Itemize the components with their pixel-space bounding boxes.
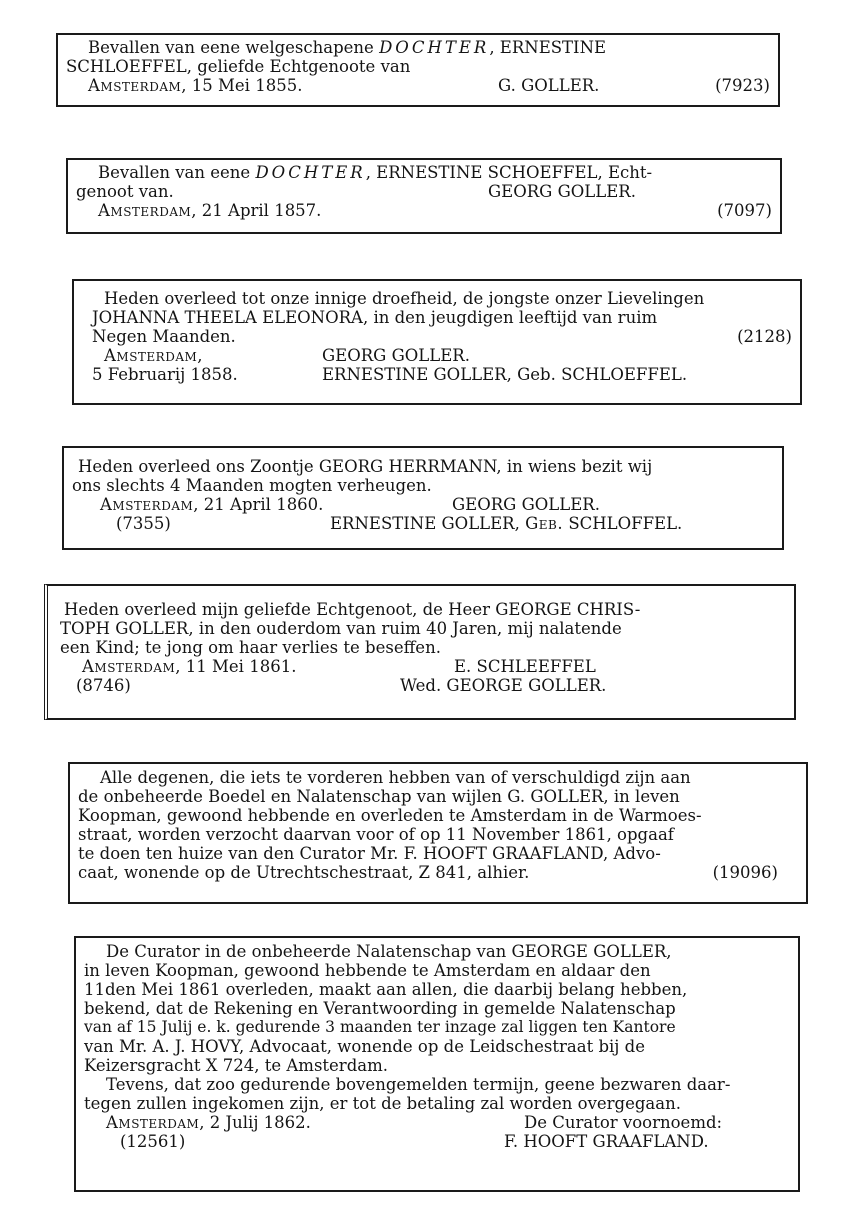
notice-line: ons slechts 4 Maanden mogten verheugen.: [72, 476, 432, 495]
notice-signature-line: Amsterdam, GEORG GOLLER.: [104, 346, 470, 365]
notice-line: Negen Maanden. (2128): [92, 327, 792, 346]
notice-line: SCHLOEFFEL, geliefde Echtgenoote van: [66, 57, 411, 76]
notice-line: Heden overleed ons Zoontje GEORG HERRMANN, in wiens bezit wij: [78, 457, 653, 476]
notice-signature-line: (8746) Wed. GEORGE GOLLER.: [76, 676, 607, 695]
notice-signature-line: Amsterdam, 21 April 1860. GEORG GOLLER.: [100, 495, 600, 514]
notice-birth-1857: [66, 158, 782, 234]
notice-estate-claims: [68, 762, 808, 904]
notice-signature-line: (12561) F. HOOFT GRAAFLAND.: [120, 1132, 709, 1151]
notice-signature-line: Amsterdam, 2 Julij 1862. De Curator voornoemd:: [106, 1113, 723, 1132]
notice-line: bekend, dat de Rekening en Verantwoording in gemelde Nalatenschap: [84, 999, 676, 1018]
notice-line: Koopman, gewoond hebbende en overleden te Amsterdam in de Warmoes-: [78, 806, 702, 825]
notice-line: JOHANNA THEELA ELEONORA, in den jeugdigen leeftijd van ruim: [92, 308, 658, 327]
notice-signature-line: (7355) ERNESTINE GOLLER, Geb. SCHLOFFEL.: [116, 514, 683, 533]
notice-line: 11den Mei 1861 overleden, maakt aan allen, die daarbij belang hebben,: [84, 980, 688, 999]
notice-line: Heden overleed tot onze innige droefheid, de jongste onzer Lievelingen: [104, 289, 705, 308]
notice-line: Bevallen van eene welgeschapene DOCHTER, ERNESTINE: [88, 38, 607, 57]
notice-line: straat, worden verzocht daarvan voor of op 11 November 1861, opgaaf: [78, 825, 674, 844]
notice-line: Alle degenen, die iets te vorderen hebben van of verschuldigd zijn aan: [100, 768, 691, 787]
emphasis-word: DOCHTER: [379, 38, 490, 57]
notice-signature-line: Amsterdam, 21 April 1857. (7097): [98, 201, 772, 220]
notice-line: Heden overleed mijn geliefde Echtgenoot, de Heer GEORGE CHRIS-: [64, 600, 641, 619]
notice-signature-line: 5 Februarij 1858. ERNESTINE GOLLER, Geb. SCHLOEFFEL.: [92, 365, 688, 384]
notice-line: tegen zullen ingekomen zijn, er tot de betaling zal worden overgegaan.: [84, 1094, 681, 1113]
emphasis-word: DOCHTER: [255, 163, 366, 182]
notice-line: Bevallen van eene DOCHTER, ERNESTINE SCHOEFFEL, Echt-: [98, 163, 653, 182]
notice-line: de onbeheerde Boedel en Nalatenschap van wijlen G. GOLLER, in leven: [78, 787, 680, 806]
notice-line: Tevens, dat zoo gedurende bovengemelden termijn, geene bezwaren daar-: [106, 1075, 731, 1094]
notice-line: van af 15 Julij e. k. gedurende 3 maanden ter inzage zal liggen ten Kantore: [84, 1018, 676, 1036]
notice-birth-1855: [56, 33, 780, 107]
notice-line: een Kind; te jong om haar verlies te beseffen.: [60, 638, 441, 657]
notice-line: De Curator in de onbeheerde Nalatenschap van GEORGE GOLLER,: [106, 942, 672, 961]
notice-line: te doen ten huize van den Curator Mr. F. HOOFT GRAAFLAND, Advo-: [78, 844, 661, 863]
notice-death-1858: [72, 279, 802, 405]
notice-signature-line: Amsterdam, 15 Mei 1855. G. GOLLER. (7923): [88, 76, 770, 95]
notice-line: Keizersgracht X 724, te Amsterdam.: [84, 1056, 388, 1075]
notice-line: TOPH GOLLER, in den ouderdom van ruim 40 Jaren, mij nalatende: [60, 619, 622, 638]
notice-line: in leven Koopman, gewoond hebbende te Amsterdam en aldaar den: [84, 961, 651, 980]
notice-death-1860: [62, 446, 784, 550]
notice-death-1861: [44, 584, 796, 720]
notice-line: caat, wonende op de Utrechtschestraat, Z 841, alhier. (19096): [78, 863, 778, 882]
notice-line: van Mr. A. J. HOVY, Advocaat, wonende op de Leidschestraat bij de: [84, 1037, 645, 1056]
notice-line: genoot van. GEORG GOLLER.: [76, 182, 636, 201]
notice-curator-accounts: [74, 936, 800, 1192]
notice-signature-line: Amsterdam, 11 Mei 1861. E. SCHLEEFFEL: [82, 657, 596, 676]
